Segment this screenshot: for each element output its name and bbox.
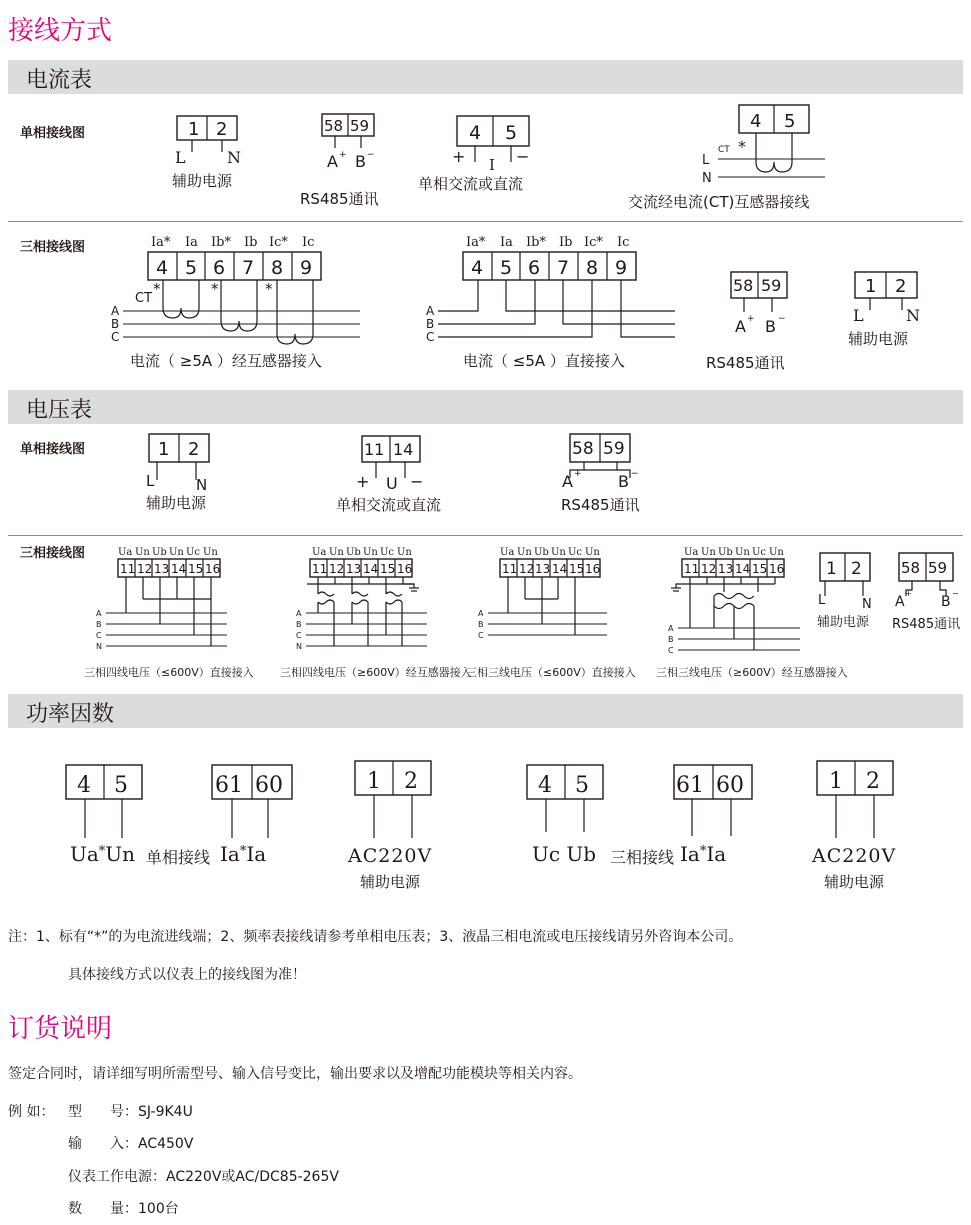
svg-text:*: * — [265, 280, 273, 298]
svg-text:B: B — [96, 620, 102, 629]
svg-text:Ia: Ia — [500, 235, 513, 250]
pf-three-6160-diagram — [670, 760, 760, 840]
svg-text:Ua: Ua — [118, 547, 133, 558]
svg-text:60: 60 — [255, 773, 283, 798]
svg-text:11: 11 — [120, 562, 136, 576]
current-acdc-caption: 单相交流或直流 — [418, 175, 524, 193]
separator — [8, 535, 963, 536]
svg-text:Ib*: Ib* — [211, 235, 231, 250]
separator — [8, 221, 963, 222]
svg-text:58: 58 — [901, 559, 921, 577]
current-3ph-direct-diagram — [420, 232, 680, 352]
current-aux-diagram — [170, 112, 250, 172]
pf-single-ia-label: Ia*Ia — [220, 842, 267, 866]
label-B: B — [355, 152, 366, 171]
svg-text:60: 60 — [716, 773, 744, 798]
voltage-aux-diagram — [140, 430, 220, 492]
pf-single-caption: 单相接线 — [146, 848, 211, 867]
svg-text:7: 7 — [242, 257, 255, 279]
svg-text:Ib: Ib — [244, 235, 258, 250]
svg-text:16: 16 — [205, 562, 221, 576]
svg-text:2: 2 — [866, 769, 880, 794]
current-3ph-rs485-diagram — [725, 270, 795, 340]
section-current-title: 电流表 — [26, 68, 93, 93]
section-power-title: 功率因数 — [26, 702, 115, 727]
pf-three-ia-label: Ia*Ia — [680, 842, 727, 866]
voltage-rs485-caption: RS485通讯 — [561, 496, 640, 514]
svg-text:59: 59 — [603, 439, 625, 459]
svg-text:L: L — [702, 153, 710, 168]
wiring-title: 接线方式 — [8, 16, 113, 46]
voltage-3w-direct-diagram — [472, 544, 612, 654]
label-I: I — [489, 156, 495, 174]
svg-text:L: L — [853, 306, 864, 325]
svg-text:2: 2 — [188, 439, 200, 460]
svg-text:CT: CT — [135, 291, 153, 306]
current-ct-caption: 交流经电流(CT)互感器接线 — [628, 193, 810, 211]
current-rs485-caption: RS485通讯 — [300, 190, 379, 208]
svg-text:Un: Un — [329, 547, 344, 558]
order-quantity: 数 量：100台 — [68, 1201, 179, 1217]
svg-text:Uc: Uc — [186, 547, 201, 558]
current-3ph-direct-caption: 电流（ ≤5A ）直接接入 — [463, 352, 625, 370]
svg-text:Ub: Ub — [718, 547, 733, 558]
pf-single-45-diagram — [60, 760, 140, 840]
voltage-single-label: 单相接线图 — [20, 442, 86, 457]
current-3ph-rs485-caption: RS485通讯 — [706, 354, 785, 372]
svg-text:+: + — [574, 469, 582, 479]
svg-text:Ia*: Ia* — [466, 235, 486, 250]
svg-text:Ua: Ua — [684, 547, 699, 558]
voltage-3ph-rs485-diagram — [892, 550, 967, 612]
svg-text:Un: Un — [735, 547, 750, 558]
svg-text:2: 2 — [851, 559, 862, 579]
svg-text:A: A — [296, 609, 302, 618]
voltage-3ph-rs485-caption: RS485通讯 — [892, 617, 961, 632]
svg-text:14: 14 — [552, 562, 568, 576]
order-example-label: 例 如： — [8, 1104, 55, 1120]
order-intro: 签定合同时，请详细写明所需型号、输入信号变比，输出要求以及增配功能模块等相关内容。 — [8, 1066, 582, 1082]
voltage-3w-pt-caption: 三相三线电压（≥600V）经互感器接入 — [656, 666, 848, 679]
current-single-label: 单相接线图 — [20, 126, 86, 141]
pf-three-45-diagram — [522, 760, 612, 840]
voltage-4w-pt-diagram — [292, 544, 442, 654]
svg-text:Uc: Uc — [380, 547, 395, 558]
terminal-58: 58 — [324, 117, 344, 135]
current-acdc-diagram — [450, 112, 540, 174]
svg-text:B: B — [478, 620, 484, 629]
svg-text:A: A — [96, 609, 102, 618]
svg-text:15: 15 — [752, 562, 768, 576]
order-model: 型 号：SJ-9K4U — [68, 1104, 193, 1120]
voltage-4w-direct-caption: 三相四线电压（≤600V）直接接入 — [84, 666, 254, 679]
svg-text:CT: CT — [718, 145, 730, 155]
svg-text:Ic*: Ic* — [269, 235, 288, 250]
terminal-4: 4 — [469, 122, 482, 144]
svg-text:7: 7 — [557, 257, 570, 279]
svg-text:L: L — [146, 472, 155, 490]
svg-text:Uc: Uc — [752, 547, 767, 558]
svg-text:5: 5 — [500, 257, 513, 279]
svg-text:A: A — [668, 624, 674, 633]
svg-text:1: 1 — [367, 769, 381, 794]
svg-text:−: − — [367, 150, 375, 160]
svg-text:58: 58 — [572, 439, 594, 459]
svg-text:+: + — [747, 314, 755, 324]
svg-text:Un: Un — [363, 547, 378, 558]
svg-text:A: A — [478, 609, 484, 618]
svg-text:N: N — [862, 597, 872, 612]
current-3ph-aux-caption: 辅助电源 — [848, 330, 909, 348]
voltage-3ph-aux-caption: 辅助电源 — [817, 615, 870, 630]
svg-text:12: 12 — [329, 562, 345, 576]
current-rs485-diagram — [318, 112, 388, 177]
svg-text:16: 16 — [397, 562, 413, 576]
svg-text:Ub: Ub — [152, 547, 167, 558]
pf-single-ac220: AC220V — [348, 845, 433, 867]
svg-text:8: 8 — [586, 257, 599, 279]
section-current-bar — [8, 60, 963, 94]
svg-text:Ic: Ic — [617, 235, 630, 250]
svg-text:C: C — [668, 646, 674, 655]
svg-text:59: 59 — [928, 559, 948, 577]
svg-text:Ic*: Ic* — [584, 235, 603, 250]
svg-text:6: 6 — [528, 257, 541, 279]
svg-text:−: − — [778, 314, 786, 324]
svg-text:14: 14 — [171, 562, 187, 576]
svg-text:Ia*: Ia* — [151, 235, 171, 250]
svg-text:Un: Un — [397, 547, 412, 558]
svg-text:Un: Un — [203, 547, 218, 558]
svg-text:14: 14 — [363, 562, 379, 576]
voltage-4w-pt-caption: 三相四线电压（≥600V）经互感器接入 — [280, 666, 472, 679]
pf-three-caption: 三相接线 — [610, 848, 675, 867]
svg-text:A: A — [426, 304, 435, 318]
note-line-1: 注：1、标有“*”的为电流进线端；2、频率表接线请参考单相电压表；3、液晶三相电流或电压接线请另外咨询本公司。 — [8, 929, 743, 945]
svg-text:61: 61 — [215, 773, 243, 798]
svg-text:14: 14 — [393, 440, 414, 459]
label-A: A — [327, 152, 338, 171]
svg-text:1: 1 — [829, 769, 843, 794]
order-input: 输 入：AC450V — [68, 1136, 194, 1152]
voltage-aux-caption: 辅助电源 — [146, 494, 207, 512]
svg-text:N: N — [296, 642, 302, 651]
svg-text:5: 5 — [784, 111, 796, 132]
svg-text:A: A — [111, 304, 120, 318]
svg-text:*: * — [738, 137, 746, 156]
section-voltage-title: 电压表 — [26, 398, 93, 423]
svg-text:−: − — [631, 469, 639, 479]
svg-text:Ia: Ia — [185, 235, 198, 250]
pf-single-6160-diagram — [208, 760, 298, 840]
svg-text:Un: Un — [517, 547, 532, 558]
svg-text:Un: Un — [701, 547, 716, 558]
pf-three-uc-label: Uc Ub — [532, 842, 597, 866]
svg-text:*: * — [211, 280, 219, 298]
svg-text:12: 12 — [137, 562, 153, 576]
pf-three-ac220: AC220V — [812, 845, 897, 867]
svg-text:B: B — [618, 472, 629, 491]
label-L: L — [175, 148, 186, 167]
voltage-acdc-caption: 单相交流或直流 — [336, 496, 442, 514]
terminal-59: 59 — [350, 117, 370, 135]
svg-text:Ic: Ic — [302, 235, 315, 250]
current-3ph-aux-diagram — [850, 270, 930, 325]
svg-text:*: * — [153, 280, 161, 298]
pf-single-ua-label: Ua*Un — [70, 842, 136, 866]
svg-text:C: C — [96, 631, 102, 640]
svg-text:Un: Un — [551, 547, 566, 558]
order-power: 仪表工作电源：AC220V或AC/DC85-265V — [68, 1169, 339, 1185]
svg-text:L: L — [818, 593, 826, 608]
svg-text:16: 16 — [769, 562, 785, 576]
svg-text:Un: Un — [169, 547, 184, 558]
svg-text:4: 4 — [538, 773, 552, 798]
current-three-label: 三相接线图 — [20, 240, 86, 255]
svg-text:15: 15 — [188, 562, 204, 576]
svg-text:C: C — [426, 330, 435, 344]
svg-text:Ub: Ub — [346, 547, 361, 558]
svg-text:11: 11 — [312, 562, 328, 576]
svg-text:59: 59 — [761, 276, 782, 295]
svg-text:C: C — [111, 330, 120, 344]
svg-text:11: 11 — [364, 440, 385, 459]
svg-text:N: N — [702, 171, 712, 186]
svg-text:2: 2 — [404, 769, 418, 794]
pf-three-aux-caption: 辅助电源 — [824, 873, 885, 891]
svg-text:4: 4 — [750, 111, 762, 132]
voltage-acdc-diagram — [350, 430, 440, 492]
svg-text:Ua: Ua — [312, 547, 327, 558]
pf-single-aux-caption: 辅助电源 — [360, 873, 421, 891]
svg-text:Ib*: Ib* — [526, 235, 546, 250]
svg-text:61: 61 — [676, 773, 704, 798]
svg-text:6: 6 — [213, 257, 226, 279]
terminal-1: 1 — [188, 119, 200, 140]
svg-text:Ua: Ua — [500, 547, 515, 558]
voltage-3ph-aux-diagram — [815, 550, 875, 612]
svg-text:−: − — [410, 472, 424, 491]
svg-text:+: + — [905, 589, 912, 598]
terminal-2: 2 — [216, 119, 228, 140]
svg-text:C: C — [478, 631, 484, 640]
svg-text:12: 12 — [519, 562, 535, 576]
svg-text:B: B — [668, 635, 674, 644]
svg-text:−: − — [952, 589, 959, 598]
voltage-4w-direct-diagram — [92, 544, 232, 654]
svg-text:Ub: Ub — [534, 547, 549, 558]
svg-text:Un: Un — [585, 547, 600, 558]
svg-text:B: B — [296, 620, 302, 629]
current-aux-caption: 辅助电源 — [172, 172, 233, 190]
svg-text:N: N — [196, 476, 208, 494]
svg-text:5: 5 — [114, 773, 128, 798]
svg-text:13: 13 — [154, 562, 170, 576]
svg-text:Uc: Uc — [568, 547, 583, 558]
current-3ph-ct-caption: 电流（ ≥5A ）经互感器接入 — [130, 352, 322, 370]
note-line-2: 具体接线方式以仪表上的接线图为准！ — [68, 967, 306, 983]
pf-single-aux-diagram — [350, 756, 440, 840]
svg-text:A: A — [562, 472, 573, 491]
svg-text:4: 4 — [471, 257, 484, 279]
svg-text:5: 5 — [185, 257, 198, 279]
svg-text:8: 8 — [271, 257, 284, 279]
svg-text:A: A — [895, 594, 905, 610]
svg-text:13: 13 — [535, 562, 551, 576]
svg-text:4: 4 — [77, 773, 91, 798]
order-title: 订货说明 — [8, 1014, 113, 1044]
svg-text:13: 13 — [346, 562, 362, 576]
svg-text:+: + — [339, 150, 347, 160]
svg-text:1: 1 — [865, 276, 877, 297]
section-voltage-bar — [8, 390, 963, 424]
terminal-5: 5 — [505, 122, 518, 144]
voltage-rs485-diagram — [560, 430, 650, 492]
svg-text:B: B — [426, 317, 435, 331]
svg-text:A: A — [735, 317, 746, 336]
svg-text:1: 1 — [826, 559, 837, 579]
svg-text:14: 14 — [735, 562, 751, 576]
svg-text:11: 11 — [684, 562, 700, 576]
svg-text:15: 15 — [380, 562, 396, 576]
current-ct-diagram — [690, 100, 830, 190]
svg-text:Ib: Ib — [559, 235, 573, 250]
svg-text:12: 12 — [701, 562, 717, 576]
svg-text:N: N — [96, 642, 102, 651]
svg-text:B: B — [111, 317, 120, 331]
svg-text:N: N — [906, 306, 920, 325]
svg-text:58: 58 — [733, 276, 754, 295]
voltage-3w-pt-diagram — [662, 544, 812, 659]
voltage-3w-direct-caption: 三相三线电压（≤600V）直接接入 — [466, 666, 636, 679]
svg-text:B: B — [941, 594, 951, 610]
pf-three-aux-diagram — [812, 756, 902, 840]
voltage-three-label: 三相接线图 — [20, 546, 86, 561]
svg-text:1: 1 — [158, 439, 170, 460]
svg-text:Un: Un — [769, 547, 784, 558]
svg-text:Un: Un — [135, 547, 150, 558]
current-3ph-ct-diagram — [105, 232, 365, 352]
svg-text:+: + — [356, 472, 370, 491]
svg-text:16: 16 — [585, 562, 601, 576]
svg-text:9: 9 — [615, 257, 628, 279]
svg-text:11: 11 — [502, 562, 518, 576]
svg-text:5: 5 — [575, 773, 589, 798]
svg-text:13: 13 — [718, 562, 734, 576]
svg-text:−: − — [516, 147, 530, 166]
svg-text:+: + — [452, 147, 466, 166]
svg-text:15: 15 — [569, 562, 585, 576]
svg-text:4: 4 — [156, 257, 169, 279]
label-N: N — [227, 148, 241, 167]
label-U: U — [386, 474, 398, 493]
section-power-bar — [8, 694, 963, 728]
svg-text:C: C — [296, 631, 302, 640]
svg-text:2: 2 — [895, 276, 907, 297]
svg-text:B: B — [765, 317, 776, 336]
svg-text:9: 9 — [300, 257, 313, 279]
